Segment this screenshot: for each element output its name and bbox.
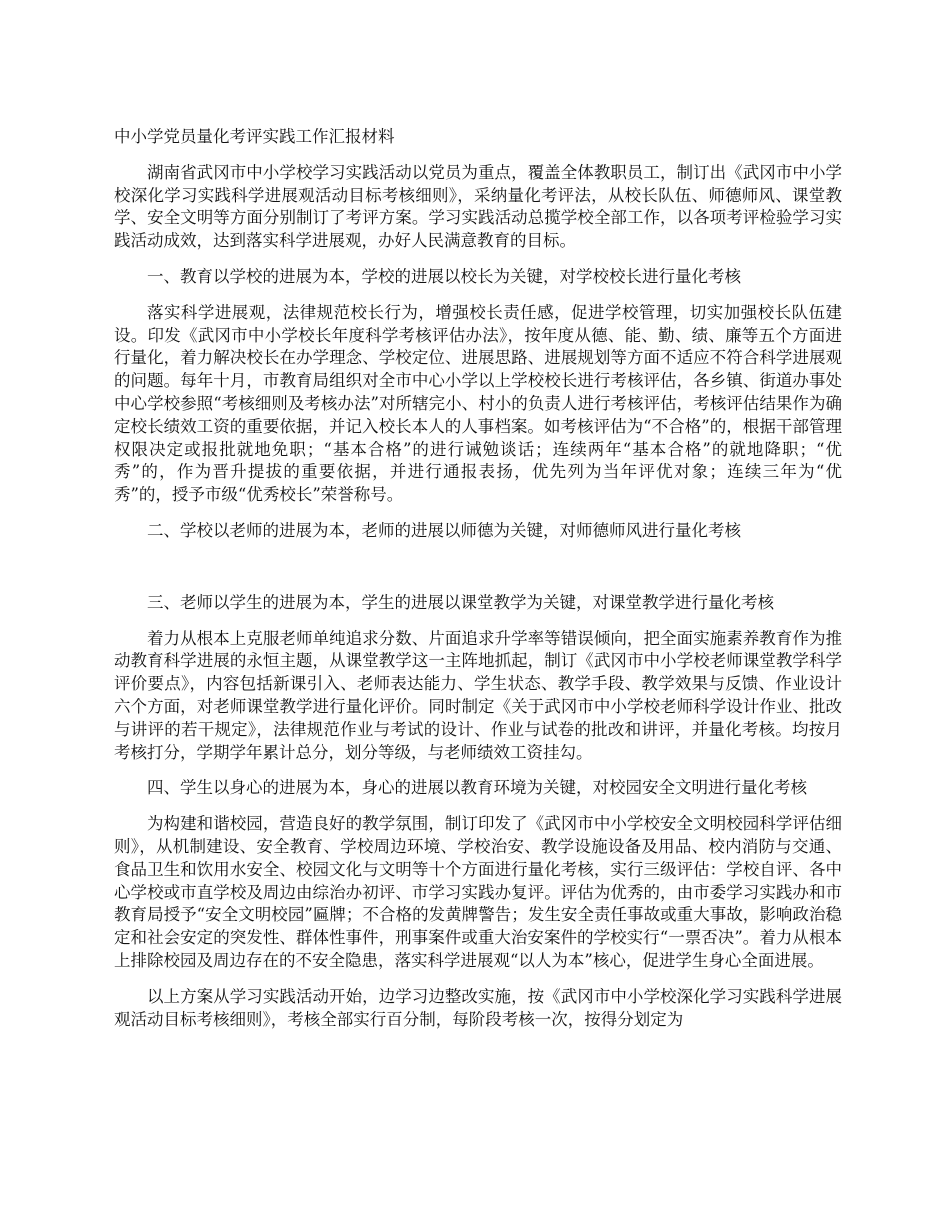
section-1-paragraph: 落实科学进展观，法律规范校长行为，增强校长责任感，促进学校管理，切实加强校长队伍建设。印发《武冈市中小学校长年度科学考核评估办法》，按年度从德、能、勤、绩、廉等五个方面进行量化，着力解决校长在办学理念、学校定位、进展思路、进展规划等方面不适应不符合科学进展观的问题。每年十月，市教育局组织对全市中心小学以上学校校长进行考核评估，各乡镇、街道办事处中心学校参照“考核细则及考核办法”对所辖完小、村小的负责人进行考核评估，考核评估结果作为确定校长绩效工资的重要依据，并记入校长本人的人事档案。如考核评估为“不合格”的，根据干部管理权限决定或报批就地免职；“基本合格”的进行诫勉谈话；连续两年“基本合格”的就地降职；“优秀”的，作为晋升提拔的重要依据，并进行通报表扬，优先列为当年评优对象；连续三年为“优秀”的，授予市级“优秀校长”荣誉称号。 bbox=[114, 302, 842, 505]
section-2-heading: 二、学校以老师的进展为本，老师的进展以师德为关键，对师德师风进行量化考核 bbox=[147, 520, 741, 540]
section-3-paragraph: 着力从根本上克服老师单纯追求分数、片面追求升学率等错误倾向，把全面实施素养教育作为推动教育科学进展的永恒主题，从课堂教学这一主阵地抓起，制订《武冈市中小学校老师课堂教学科学评价要点》，内容包括新课引入、老师表达能力、学生状态、教学手段、教学效果与反馈、作业设计六个方面，对老师课堂教学进行量化评价。同时制定《关于武冈市中小学校老师科学设计作业、批改与讲评的若干规定》，法律规范作业与考试的设计、作业与试卷的批改和讲评，并量化考核。均按月考核打分，学期学年累计总分，划分等级，与老师绩效工资挂勾。 bbox=[114, 628, 842, 762]
document-title: 中小学党员量化考评实践工作汇报材料 bbox=[114, 127, 395, 146]
section-3-heading: 三、老师以学生的进展为本，学生的进展以课堂教学为关键，对课堂教学进行量化考核 bbox=[147, 592, 774, 612]
section-4-heading: 四、学生以身心的进展为本，身心的进展以教育环境为关键，对校园安全文明进行量化考核 bbox=[147, 778, 807, 798]
document-page bbox=[114, 126, 842, 1044]
section-2-blank-space bbox=[114, 556, 842, 592]
intro-paragraph: 湖南省武冈市中小学校学习实践活动以党员为重点，覆盖全体教职员工，制订出《武冈市中小学校深化学习实践科学进展观活动目标考核细则》，采纳量化考评法，从校长队伍、师德师风、课堂教学、安全文明等方面分别制订了考评方案。学习实践活动总揽学校全部工作，以各项考评检验学习实践活动成效，达到落实科学进展观，办好人民满意教育的目标。 bbox=[114, 162, 842, 251]
closing-paragraph: 以上方案从学习实践活动开始，边学习边整改实施，按《武冈市中小学校深化学习实践科学进展观活动目标考核细则》，考核全部实行百分制，每阶段考核一次，按得分划定为 bbox=[114, 986, 842, 1029]
section-1-heading: 一、教育以学校的进展为本，学校的进展以校长为关键，对学校校长进行量化考核 bbox=[147, 266, 741, 286]
section-4-paragraph: 为构建和谐校园，营造良好的教学氛围，制订印发了《武冈市中小学校安全文明校园科学评估细则》，从机制建设、安全教育、学校周边环境、学校治安、教学设施设备及用品、校内消防与交通、食品卫生和饮用水安全、校园文化与文明等十个方面进行量化考核，实行三级评估：学校自评、各中心学校或市直学校及周边由综治办初评、市学习实践办复评。评估为优秀的，由市委学习实践办和市教育局授予“安全文明校园”匾牌；不合格的发黄牌警告；发生安全责任事故或重大事故，影响政治稳定和社会安定的突发性、群体性事件，刑事案件或重大治安案件的学校实行“一票否决”。着力从根本上排除校园及周边存在的不安全隐患，落实科学进展观“以人为本”核心，促进学生身心全面进展。 bbox=[114, 814, 842, 970]
